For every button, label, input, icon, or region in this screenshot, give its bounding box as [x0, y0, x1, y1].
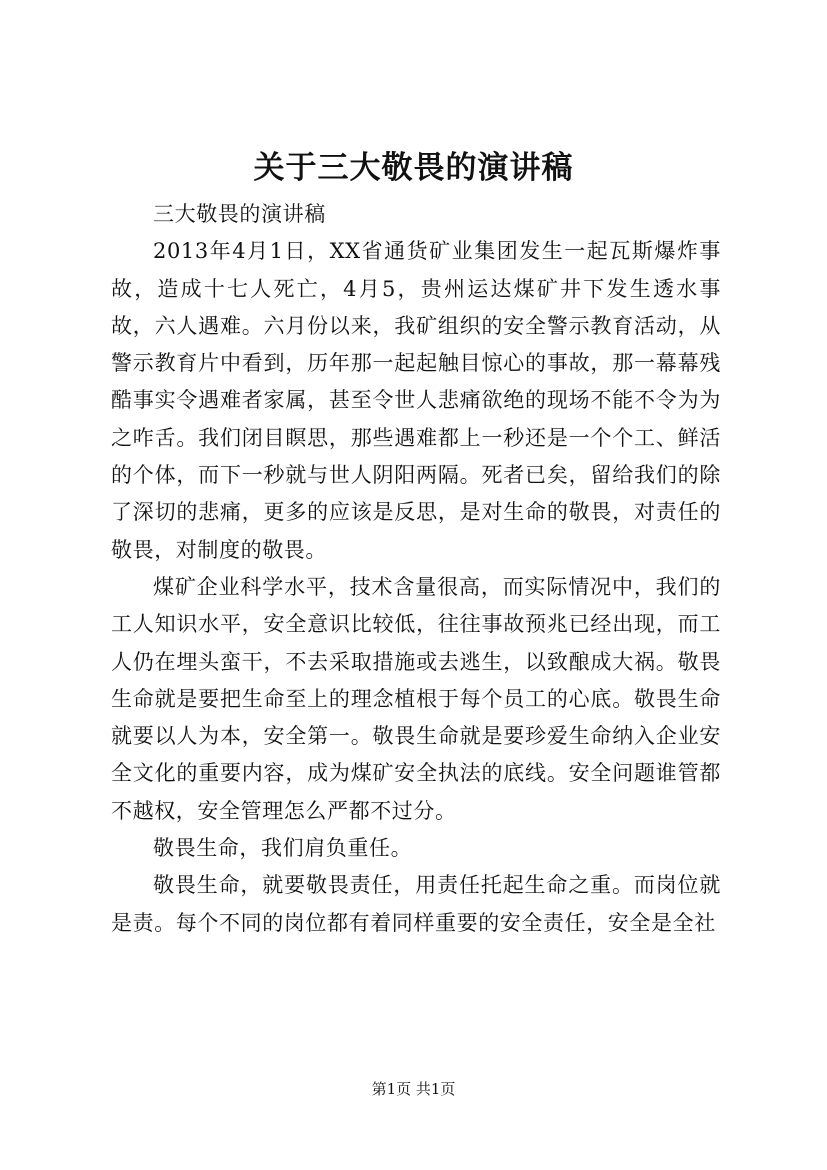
paragraph: 煤矿企业科学水平，技术含量很高，而实际情况中，我们的工人知识水平，安全意识比较低，往往事故预兆已经出现，而工人仍在埋头蛮干，不去采取措施或去逃生，以致酿成大祸。敬畏生命就是要把生命至上的理念植根于每个员工的心底。敬畏生命就要以人为本，安全第一。敬畏生命就是要珍爱生命纳入企业安全文化的重要内容，成为煤矿安全执法的底线。安全问题谁管都不越权，安全管理怎么严都不过分。	[111, 574, 721, 823]
paragraph-subtitle: 三大敬畏的演讲稿	[153, 202, 326, 226]
document-body	[111, 196, 721, 942]
page-footer: 第1页 共1页	[371, 1080, 456, 1098]
paragraph: 2013年4月1日，XX省通货矿业集团发生一起瓦斯爆炸事故，造成十七人死亡，4月5，贵州运达煤矿井下发生透水事故，六人遇难。六月份以来，我矿组织的安全警示教育活动，从警示教育片中看到，历年那一起起触目惊心的事故，那一幕幕残酷事实令遇难者家属，甚至令世人悲痛欲绝的现场不能不令为为之咋舌。我们闭目瞑思，那些遇难都上一秒还是一个个工、鲜活的个体，而下一秒就与世人阴阳两隔。死者已矣，留给我们的除了深切的悲痛，更多的应该是反思，是对生命的敬畏，对责任的敬畏，对制度的敬畏。	[111, 239, 721, 562]
document-title: 关于三大敬畏的演讲稿	[253, 150, 574, 186]
paragraph: 敬畏生命，我们肩负重任。	[153, 836, 413, 861]
paragraph: 敬畏生命，就要敬畏责任，用责任托起生命之重。而岗位就是责。每个不同的岗位都有着同样重要的安全责任，安全是全社	[111, 873, 721, 935]
